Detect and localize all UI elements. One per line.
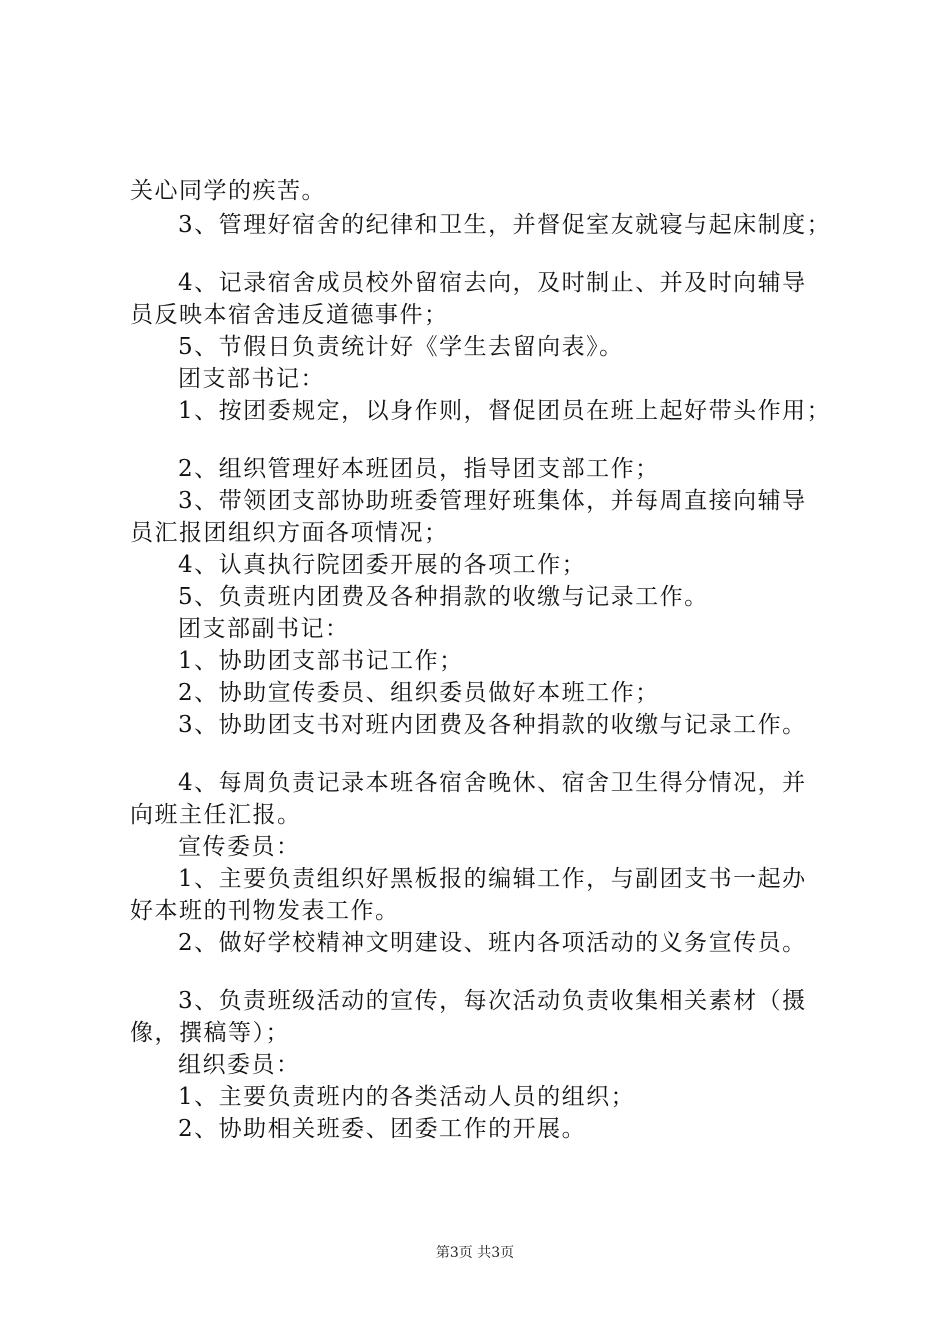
text-line: 5、负责班内团费及各种捐款的收缴与记录工作。	[178, 584, 709, 610]
text-line: 3、管理好宿舍的纪律和卫生，并督促室友就寝与起床制度；	[178, 212, 832, 238]
text-line: 1、按团委规定，以身作则，督促团员在班上起好带头作用；	[178, 398, 832, 424]
text-line: 3、协助团支书对班内团费及各种捐款的收缴与记录工作。	[178, 712, 807, 738]
text-line: 4、每周负责记录本班各宿舍晚休、宿舍卫生得分情况，并	[178, 770, 807, 796]
text-line: 好本班的刊物发表工作。	[130, 898, 400, 924]
text-line: 3、负责班级活动的宣传，每次活动负责收集相关素材（摄	[178, 988, 807, 1014]
text-line: 员汇报团组织方面各项情况；	[130, 520, 449, 546]
text-line: 5、节假日负责统计好《学生去留向表》。	[178, 334, 624, 360]
text-line: 2、做好学校精神文明建设、班内各项活动的义务宣传员。	[178, 930, 807, 956]
text-line: 员反映本宿舍违反道德事件；	[130, 302, 449, 328]
text-line: 2、协助相关班委、团委工作的开展。	[178, 1116, 587, 1142]
section-heading: 宣传委员：	[178, 834, 301, 860]
text-line: 4、记录宿舍成员校外留宿去向，及时制止、并及时向辅导	[178, 270, 807, 296]
section-heading: 组织委员：	[178, 1052, 301, 1078]
text-line: 像，撰稿等）；	[130, 1020, 290, 1046]
text-line: 3、带领团支部协助班委管理好班集体，并每周直接向辅导	[178, 488, 807, 514]
text-line: 1、主要负责班内的各类活动人员的组织；	[178, 1084, 636, 1110]
section-heading: 团支部副书记：	[178, 616, 350, 642]
page-number-footer: 第3页 共3页	[435, 1245, 515, 1261]
text-line: 2、组织管理好本班团员，指导团支部工作；	[178, 456, 660, 482]
text-line: 2、协助宣传委员、组织委员做好本班工作；	[178, 680, 660, 706]
text-line: 1、主要负责组织好黑板报的编辑工作，与副团支书一起办	[178, 866, 807, 892]
section-heading: 团支部书记：	[178, 366, 325, 392]
text-line: 1、协助团支部书记工作；	[178, 648, 464, 674]
text-line: 关心同学的疾苦。	[130, 178, 326, 204]
text-line: 向班主任汇报。	[130, 802, 302, 828]
text-line: 4、认真执行院团委开展的各项工作；	[178, 552, 587, 578]
